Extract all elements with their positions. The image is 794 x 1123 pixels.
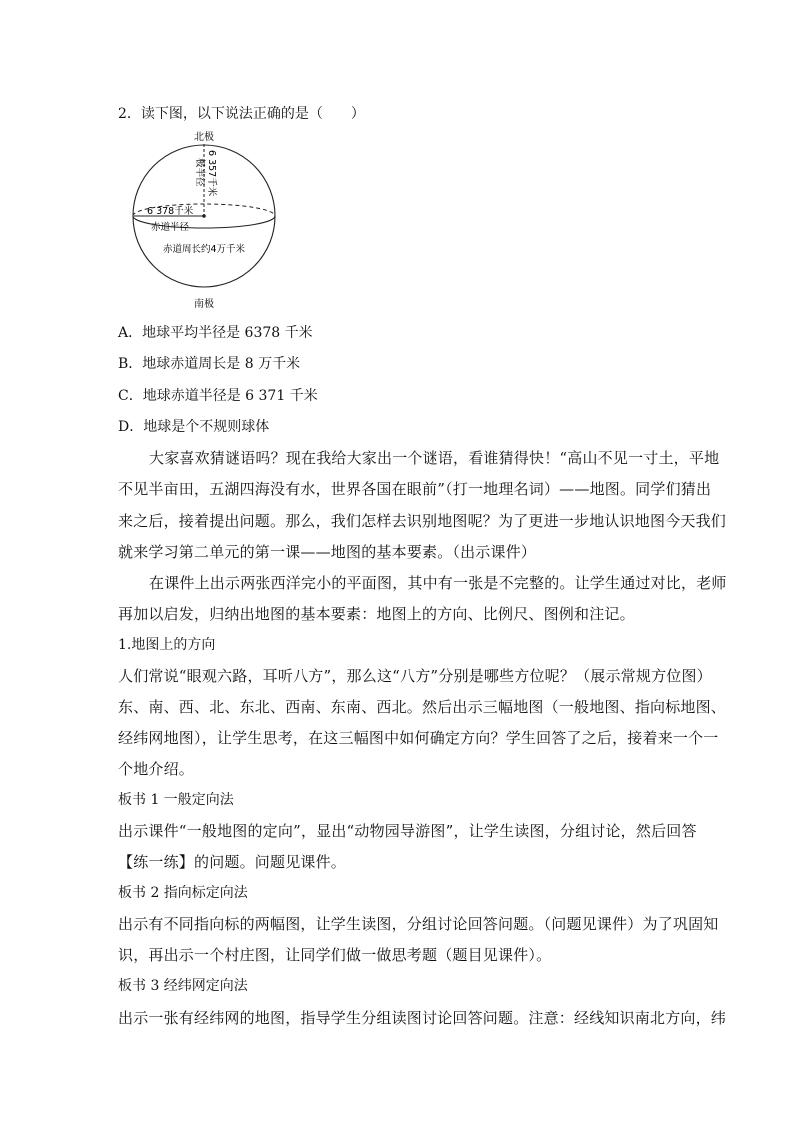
intro-line-4: 就来学习第二单元的第一课——地图的基本要素。（出示课件）: [118, 543, 537, 561]
section1-line-2: 东、南、西、北、东北、西南、东南、西北。然后出示三幅地图（一般地图、指向标地图、: [118, 698, 727, 716]
intro-line-3: 来之后，接着提出问题。那么，我们怎样去识别地图呢？为了更进一步地认识地图今天我们: [118, 512, 727, 530]
section-title-direction: 1.地图上的方向: [118, 637, 216, 653]
intro-line-2: 不见半亩田，五湖四海没有水，世界各国在眼前”（打一地理名词）——地图。同学们猜出: [118, 480, 712, 498]
board1-line-1: 出示课件“一般地图的定向”，显出“动物园导游图”，让学生读图，分组讨论，然后回答: [118, 822, 697, 840]
para2-line-2: 再加以启发，归纳出地图的基本要素：地图上的方向、比例尺、图例和注记。: [118, 605, 635, 623]
earth-radius-figure: [128, 128, 288, 312]
board2-title: 板书 2 指向标定向法: [118, 885, 248, 901]
equator-length-label: 赤道周长约4万千米: [162, 244, 246, 255]
earth-center-point: [202, 214, 206, 218]
section1-line-4: 个地介绍。: [118, 760, 195, 778]
option-d: D．地球是个不规则球体: [118, 419, 270, 435]
option-a: A．地球平均半径是 6378 千米: [118, 325, 313, 341]
polar-radius-value: 6 357千米: [206, 150, 217, 197]
south-pole-label: 南极: [194, 299, 214, 310]
option-b: B．地球赤道周长是 8 万千米: [118, 356, 301, 372]
question-stem: 2．读下图，以下说法正确的是（ ）: [118, 106, 365, 122]
section1-line-1: 人们常说“眼观六路，耳听八方”，那么这“八方”分别是哪些方位呢？（展示常规方位图）: [118, 667, 712, 685]
board3-title: 板书 3 经纬网定向法: [118, 978, 248, 994]
board2-line-2: 识，再出示一个村庄图，让同学们做一做思考题（题目见课件）。: [118, 946, 552, 964]
para2-line-1: 在课件上出示两张西洋完小的平面图，其中有一张是不完整的。让学生通过对比，老师: [149, 574, 727, 592]
section1-line-3: 经纬网地图），让学生思考，在这三幅图中如何确定方向？学生回答了之后，接着来一个一: [118, 729, 719, 747]
board1-line-2: 【练一练】的问题。问题见课件。: [118, 853, 347, 871]
board1-title: 板书 1 一般定向法: [118, 792, 234, 808]
option-c: C．地球赤道半径是 6 371 千米: [118, 388, 318, 404]
board3-line-1: 出示一张有经纬网的地图，指导学生分组读图讨论回答问题。注意：经线知识南北方向，纬: [118, 1009, 727, 1027]
polar-radius-label: 极半径: [194, 158, 205, 187]
north-pole-label: 北极: [194, 132, 214, 143]
equatorial-radius-label: 赤道半径: [151, 222, 190, 233]
intro-line-1: 大家喜欢猜谜语吗？现在我给大家出一个谜语，看谁猜得快！“高山不见一寸土，平地: [149, 449, 720, 467]
board2-line-1: 出示有不同指向标的两幅图，让学生读图，分组讨论回答问题。（问题见课件）为了巩固知: [118, 915, 719, 933]
equatorial-radius-value: 6 378千米: [147, 206, 194, 217]
